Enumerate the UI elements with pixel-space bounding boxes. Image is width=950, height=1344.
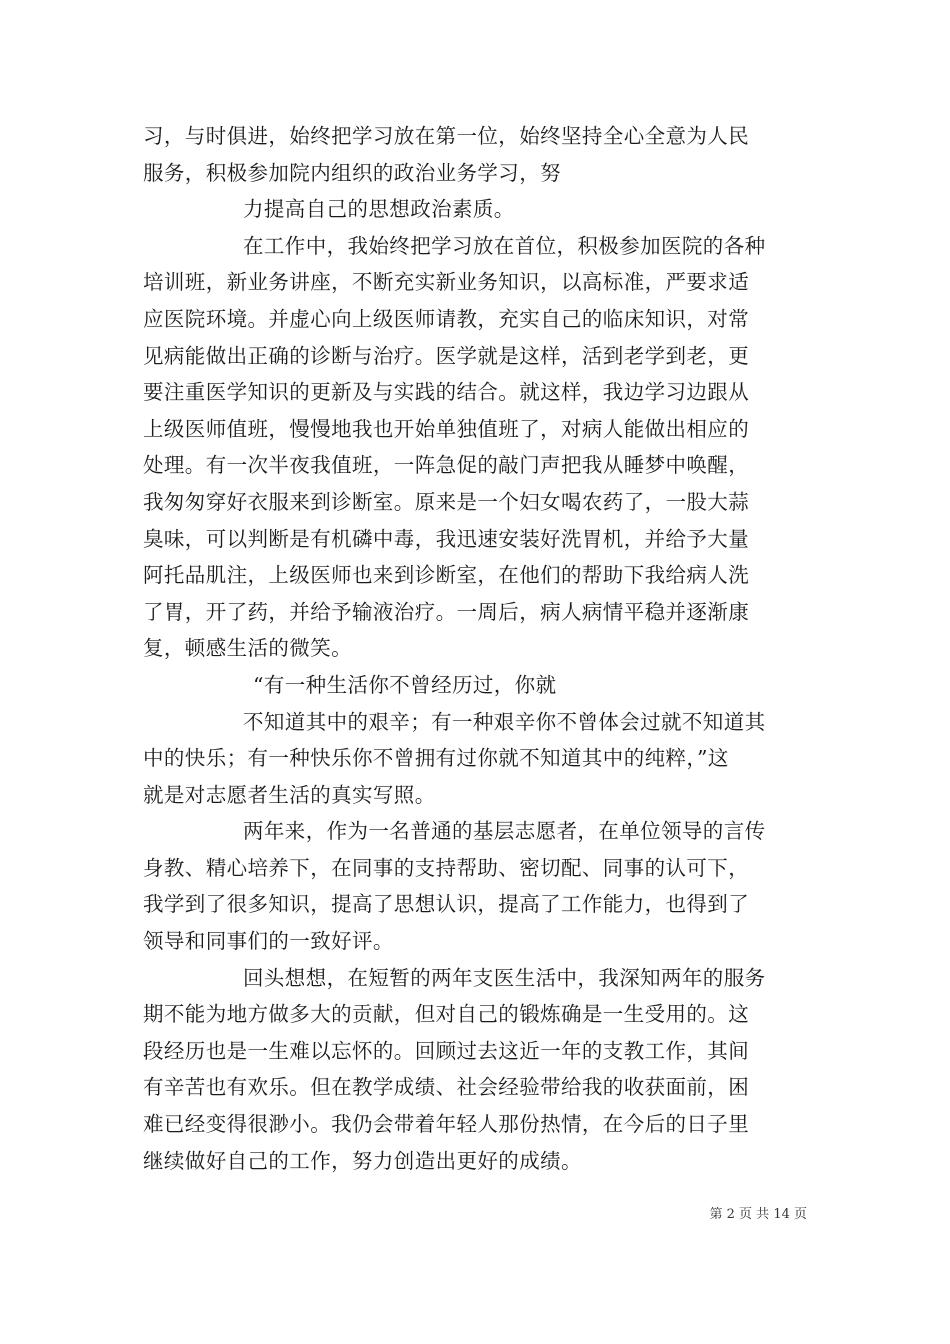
text-line: 力提高自己的思想政治素质。 bbox=[243, 197, 515, 222]
text-line: 处理。有一次半夜我值班，一阵急促的敲门声把我从睡梦中唤醒， bbox=[143, 453, 750, 478]
text-line: 身教、精心培养下，在同事的支持帮助、密切配、同事的认可下， bbox=[143, 855, 750, 880]
text-line: 了胃，开了药，并给予输液治疗。一周后，病人病情平稳并逐渐康 bbox=[143, 599, 750, 624]
text-line: 继续做好自己的工作，努力创造出更好的成绩。 bbox=[143, 1148, 582, 1173]
paragraph-start: 两年来，作为一名普通的基层志愿者，在单位领导的言传 bbox=[243, 819, 766, 844]
text-line: 阿托品肌注，上级医师也来到诊断室，在他们的帮助下我给病人洗 bbox=[143, 563, 750, 588]
text-line: 复，顿感生活的微笑。 bbox=[143, 636, 352, 661]
text-line: 就是对志愿者生活的真实写照。 bbox=[143, 782, 436, 807]
text-line: 中的快乐；有一种快乐你不曾拥有过你就不知道其中的纯粹，”这 bbox=[143, 746, 729, 771]
text-line: 我匆匆穿好衣服来到诊断室。原来是一个妇女喝农药了，一股大蒜 bbox=[143, 489, 750, 514]
document-body bbox=[143, 118, 808, 1179]
text-line: 服务，积极参加院内组织的政治业务学习，努 bbox=[143, 160, 561, 185]
text-line: 上级医师值班，慢慢地我也开始单独值班了，对病人能做出相应的 bbox=[143, 416, 750, 441]
page-number-footer: 第 2 页 共 14 页 bbox=[709, 1207, 807, 1222]
text-line: 领导和同事们的一致好评。 bbox=[143, 929, 394, 954]
text-line: 期不能为地方做多大的贡献，但对自己的锻炼确是一生受用的。这 bbox=[143, 1002, 750, 1027]
text-line: 段经历也是一生难以忘怀的。回顾过去这近一年的支教工作，其间 bbox=[143, 1038, 750, 1063]
text-line: 不知道其中的艰辛；有一种艰辛你不曾体会过就不知道其 bbox=[243, 709, 766, 734]
text-line: 要注重医学知识的更新及与实践的结合。就这样，我边学习边跟从 bbox=[143, 380, 750, 405]
text-line: 难已经变得很渺小。我仍会带着年轻人那份热情，在今后的日子里 bbox=[143, 1112, 750, 1137]
text-line: 培训班，新业务讲座，不断充实新业务知识，以高标准，严要求适 bbox=[143, 270, 750, 295]
paragraph-start: 在工作中，我始终把学习放在首位，积极参加医院的各种 bbox=[243, 233, 766, 258]
paragraph-start: 回头想想，在短暂的两年支医生活中，我深知两年的服务 bbox=[243, 965, 766, 990]
text-line: 应医院环境。并虚心向上级医师请教，充实自己的临床知识，对常 bbox=[143, 306, 750, 331]
text-line: 有辛苦也有欢乐。但在教学成绩、社会经验带给我的收获面前，困 bbox=[143, 1075, 750, 1100]
text-line: 见病能做出正确的诊断与治疗。医学就是这样，活到老学到老，更 bbox=[143, 343, 750, 368]
text-line: 我学到了很多知识，提高了思想认识，提高了工作能力，也得到了 bbox=[143, 892, 750, 917]
paragraph-start: “有一种生活你不曾经历过，你就 bbox=[253, 672, 557, 697]
text-line: 臭味，可以判断是有机磷中毒，我迅速安装好洗胃机，并给予大量 bbox=[143, 526, 750, 551]
text-line: 习，与时俱进，始终把学习放在第一位，始终坚持全心全意为人民 bbox=[143, 124, 750, 148]
